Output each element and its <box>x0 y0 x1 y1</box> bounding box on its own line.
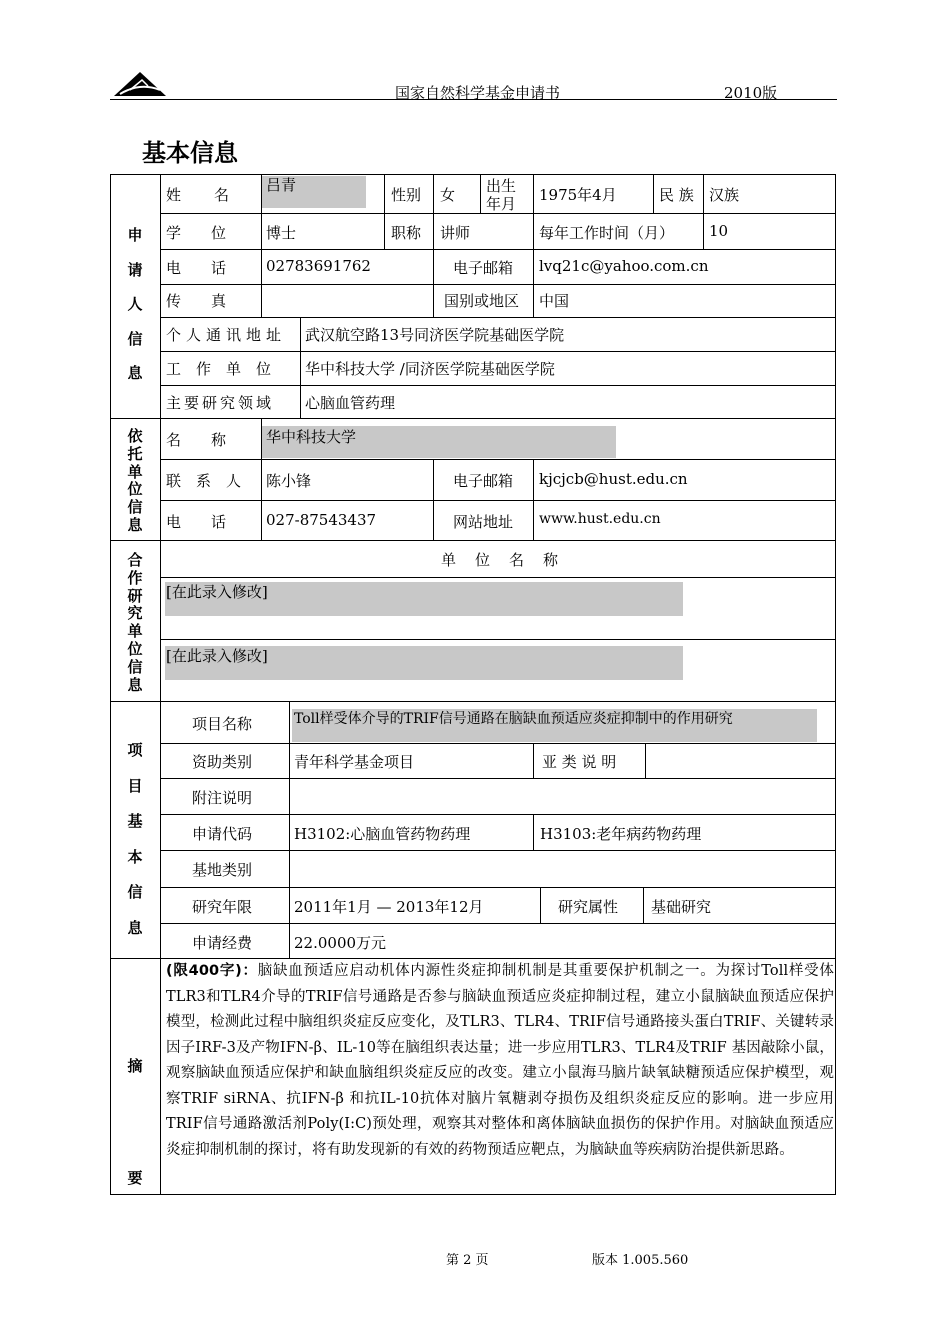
abstract-prefix: (限400字)： <box>166 963 258 979</box>
project-name[interactable]: Toll样受体介导的TRIF信号通路在脑缺血预适应炎症抑制中的作用研究 <box>294 711 733 727</box>
institution-website[interactable]: www.hust.edu.cn <box>539 511 661 527</box>
applicant-ethnic-label: 民 族 <box>659 186 694 204</box>
applicant-field-label: 主要研究领域 <box>166 394 275 412</box>
applicant-address-label: 个人通讯地址 <box>166 326 287 344</box>
project-attr[interactable]: 基础研究 <box>651 898 712 916</box>
applicant-email-label: 电子邮箱 <box>453 259 514 277</box>
applicant-email[interactable]: lvq21c@yahoo.com.cn <box>539 257 709 275</box>
footer-page: 第 2 页 <box>446 1253 489 1268</box>
abstract-body[interactable] <box>166 959 834 1163</box>
page-title: 基本信息 <box>142 139 238 167</box>
applicant-country-label: 国别或地区 <box>444 292 520 310</box>
project-note-label: 附注说明 <box>192 789 253 807</box>
applicant-title-label: 职称 <box>391 224 422 242</box>
applicant-employer-label: 工 作 单 位 <box>166 360 272 378</box>
applicant-employer[interactable]: 华中科技大学 /同济医学院基础医学院 <box>305 360 555 378</box>
applicant-phone-label: 电 话 <box>166 259 227 277</box>
applicant-worktime[interactable]: 10 <box>709 222 729 240</box>
institution-contact[interactable]: 陈小锋 <box>266 472 312 490</box>
applicant-title[interactable]: 讲师 <box>440 224 471 242</box>
applicant-name-label: 姓 名 <box>166 186 231 204</box>
applicant-degree-label: 学 位 <box>166 224 227 242</box>
header-title: 国家自然科学基金申请书 <box>395 84 561 102</box>
abstract-text: 脑缺血预适应启动机体内源性炎症抑制机制是其重要保护机制之一。为探讨Toll样受体TLR3和TLR4介导的TRIF信号通路是否参与脑缺血预适应炎症抑制过程，建立小鼠脑缺血预适应保护模型，检测此过程中脑组织炎症反应变化，及TLR3、TLR4、TRIF信号通路接头蛋白TRIF、关键转录因子IRF-3及产物IFN-β、IL-10等在脑组织表达量；进一步应用TLR3、TLR4及TRIF 基因敲除小鼠，观察脑缺血预适应保护和缺血脑组织炎症反应的改变。建立小鼠海马脑片缺氧缺糖预适应保护模型，观察TRIF siRNA、抗IFN-β 和抗IL-10抗体对脑片氧糖剥夺损伤及组织炎症反应的影响。进一步应用TRIF信号通路激活剂Poly(I:C)预处理，观察其对整体和离体脑缺血损伤的保护作用。对脑缺血预适应炎症抑制机制的探讨，将有助发现新的有效的药物预适应靶点，为脑缺血等疾病防治提供新思路。 <box>166 963 835 1158</box>
applicant-fax-label: 传 真 <box>166 292 227 310</box>
section-label-cooperative: 合作研究单位信息 <box>127 551 143 694</box>
project-base-label: 基地类别 <box>192 861 253 879</box>
project-period[interactable]: 2011年1月 — 2013年12月 <box>294 898 484 916</box>
project-code-2[interactable]: H3103:老年病药物药理 <box>540 825 702 843</box>
cooperative-entry-1[interactable]: [在此录入修改] <box>166 583 268 601</box>
project-funding-label: 资助类别 <box>192 753 253 771</box>
project-code-1[interactable]: H3102:心脑血管药物药理 <box>294 825 471 843</box>
applicant-birth[interactable]: 1975年4月 <box>539 186 617 204</box>
section-label-project: 项目基本信息 <box>127 741 143 937</box>
applicant-phone[interactable]: 02783691762 <box>266 257 371 275</box>
header-version: 2010版 <box>724 84 778 102</box>
institution-website-label: 网站地址 <box>453 513 514 531</box>
project-budget-label: 申请经费 <box>192 934 253 952</box>
applicant-worktime-label: 每年工作时间（月） <box>539 224 675 242</box>
project-code-label: 申请代码 <box>192 825 253 843</box>
applicant-country[interactable]: 中国 <box>539 292 570 310</box>
section-label-applicant: 申请人信息 <box>127 226 143 383</box>
applicant-field[interactable]: 心脑血管药理 <box>305 394 396 412</box>
project-funding[interactable]: 青年科学基金项目 <box>294 753 415 771</box>
applicant-degree[interactable]: 博士 <box>266 224 297 242</box>
project-attr-label: 研究属性 <box>558 898 619 916</box>
project-name-label: 项目名称 <box>192 715 253 733</box>
institution-email-label: 电子邮箱 <box>453 472 514 490</box>
applicant-gender[interactable]: 女 <box>440 186 456 204</box>
institution-phone-label: 电 话 <box>166 513 227 531</box>
cooperative-entry-2[interactable]: [在此录入修改] <box>166 647 268 665</box>
cooperative-header: 单 位 名 称 <box>441 551 561 569</box>
institution-contact-label: 联 系 人 <box>166 472 242 490</box>
project-period-label: 研究年限 <box>192 898 253 916</box>
applicant-birth-label: 出生年月 <box>486 177 517 211</box>
footer-version: 版本 1.005.560 <box>592 1253 689 1268</box>
institution-name[interactable]: 华中科技大学 <box>266 428 357 446</box>
applicant-gender-label: 性别 <box>391 186 422 204</box>
applicant-ethnic[interactable]: 汉族 <box>709 186 740 204</box>
institution-phone[interactable]: 027-87543437 <box>266 511 377 529</box>
institution-email[interactable]: kjcjcb@hust.edu.cn <box>539 470 688 488</box>
section-label-institution: 依托单位信息 <box>127 427 143 534</box>
institution-name-label: 名 称 <box>166 431 227 449</box>
section-label-abstract: 摘要 <box>127 1057 143 1187</box>
applicant-name[interactable]: 吕青 <box>266 176 297 194</box>
project-subcat-label: 亚 类 说 明 <box>542 753 617 771</box>
applicant-address[interactable]: 武汉航空路13号同济医学院基础医学院 <box>305 326 565 344</box>
project-budget[interactable]: 22.0000万元 <box>294 934 387 952</box>
